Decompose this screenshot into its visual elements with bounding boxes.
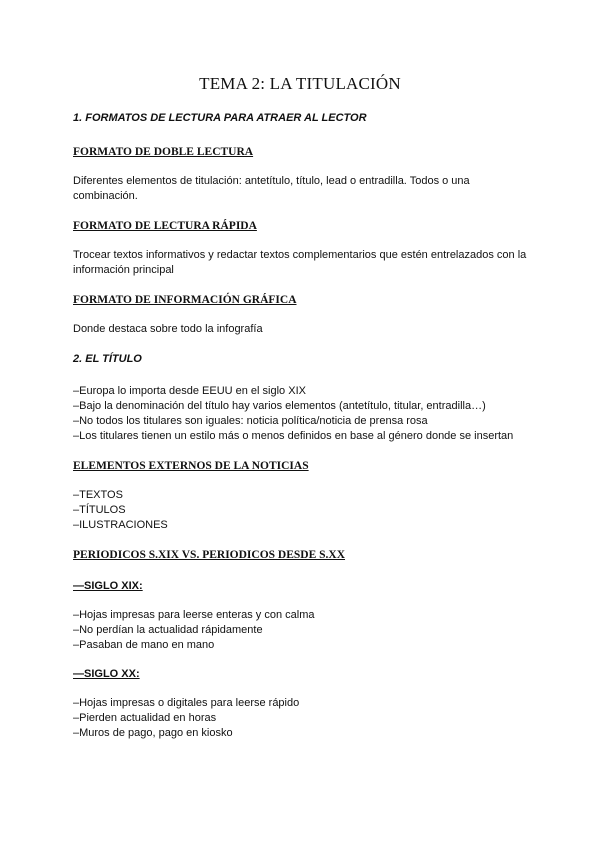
page-title: TEMA 2: LA TITULACIÓN [199,74,401,93]
lectura-rapida-text: Trocear textos informativos y redactar textos complementarios que estén entrelazados con la información principal [73,249,527,276]
list-item: –Hojas impresas para leerse enteras y con calma [73,609,315,621]
list-item: –Los titulares tienen un estilo más o menos definidos en base al género donde se insertan [73,430,514,442]
list-item: –No perdían la actualidad rápidamente [73,624,263,636]
doble-lectura-text: Diferentes elementos de titulación: antetítulo, título, lead o entradilla. Todos o una combinación. [73,175,470,202]
siglo-xix-heading: —SIGLO XIX: [73,580,143,592]
section-1-heading: 1. FORMATOS DE LECTURA PARA ATRAER AL LECTOR [73,112,367,124]
elementos-externos-heading: ELEMENTOS EXTERNOS DE LA NOTICIAS [73,460,309,472]
list-item: –TEXTOS [73,489,123,501]
list-item: –Hojas impresas o digitales para leerse rápido [73,697,300,709]
list-item: –Pierden actualidad en horas [73,712,217,724]
info-grafica-heading: FORMATO DE INFORMACIÓN GRÁFICA [73,294,297,306]
elementos-externos-list [73,488,168,533]
titulo-list [73,384,513,444]
siglo-xx-list [73,696,299,741]
list-item: –TÍTULOS [73,504,126,516]
list-item: –Europa lo importa desde EEUU en el siglo XIX [73,385,306,397]
doble-lectura-heading: FORMATO DE DOBLE LECTURA [73,146,254,158]
siglo-xix-list [73,608,315,653]
list-item: –No todos los titulares son iguales: noticia política/noticia de prensa rosa [73,415,428,427]
list-item: –Bajo la denominación del título hay varios elementos (antetítulo, titular, entradilla…) [73,400,486,412]
list-item: –Pasaban de mano en mano [73,639,215,651]
list-item: –Muros de pago, pago en kiosko [73,727,233,739]
lectura-rapida-heading: FORMATO DE LECTURA RÁPIDA [73,220,257,232]
siglo-xx-heading: —SIGLO XX: [73,668,140,680]
list-item: –ILUSTRACIONES [73,519,168,531]
section-2-heading: 2. EL TÍTULO [73,353,142,365]
periodicos-heading: PERIODICOS S.XIX VS. PERIODICOS DESDE S.XX [73,549,346,561]
info-grafica-text: Donde destaca sobre todo la infografía [73,323,263,335]
